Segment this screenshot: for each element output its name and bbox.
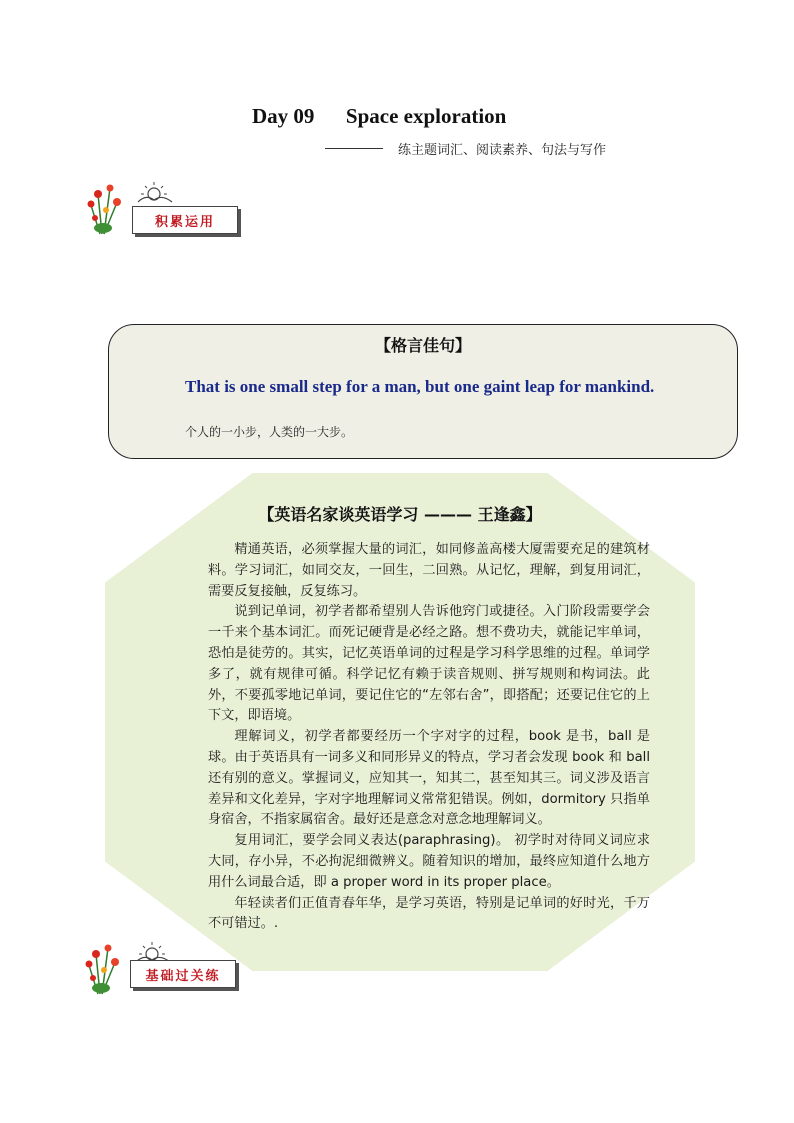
essay-paragraph: 精通英语，必须掌握大量的词汇，如同修盖高楼大厦需要充足的建筑材料。学习词汇，如同交友，一回生，二回熟。从记忆，理解，到复用词汇，需要反复接触，反复练习。 (208, 542, 650, 599)
page-subtitle: 练主题词汇、阅读素养、句法与写作 (398, 143, 607, 158)
section-badge-accumulate (86, 180, 246, 240)
badge-label-accumulate: 积累运用 (132, 206, 238, 234)
essay-paragraph: 理解词义，初学者都要经历一个字对字的过程，book 是书，ball 是球。由于英语具有一词多义和同形异义的特点，学习者会发现 book 和 ball 还有别的意义。掌握词义，应知其一，知其二，甚至知其三。词义涉及语言差异和文化差异，字对字地理解词义常常犯错误。例如，dormitory 只指单身宿舍，不指家属宿舍。最好还是意念对意念地理解词义。 (208, 729, 650, 828)
motto-box (108, 324, 738, 459)
motto-english: That is one small step for a man, but one gaint leap for mankind. (185, 377, 655, 396)
essay-paragraph: 年轻读者们正值青春年华，是学习英语，特别是记单词的好时光，千万不可错过。. (208, 895, 650, 932)
badge-label-basic-practice: 基础过关练 (130, 960, 236, 988)
page-title: Day 09 Space exploration (252, 104, 507, 128)
essay-paragraph: 说到记单词，初学者都希望别人告诉他窍门或捷径。入门阶段需要学会一千来个基本词汇。而死记硬背是必经之路。想不费功夫，就能记牢单词，恐怕是徒劳的。其实，记忆英语单词的过程是学习科学思维的过程。单词学多了，就有规律可循。科学记忆有赖于读音规则、拼写规则和构词法。此外，不要孤零地记单词，要记住它的“左邻右舍”，即搭配；还要记住它的上下文，即语境。 (208, 604, 650, 724)
subtitle-rule (325, 148, 383, 149)
essay-body (208, 540, 650, 935)
essay-paragraph: 复用词汇，要学会同义表达(paraphrasing)。 初学时对待同义词应求大同，存小异，不必拘泥细微辨义。随着知识的增加，最终应知道什么地方用什么词最合适，即 a proper word in its proper place。 (208, 833, 650, 890)
motto-heading: 【格言佳句】 (374, 336, 471, 355)
section-badge-basic-practice (84, 940, 244, 1000)
essay-heading: 【英语名家谈英语学习 ——— 王逢鑫】 (258, 505, 542, 524)
motto-chinese: 个人的一小步，人类的一大步。 (185, 425, 354, 439)
